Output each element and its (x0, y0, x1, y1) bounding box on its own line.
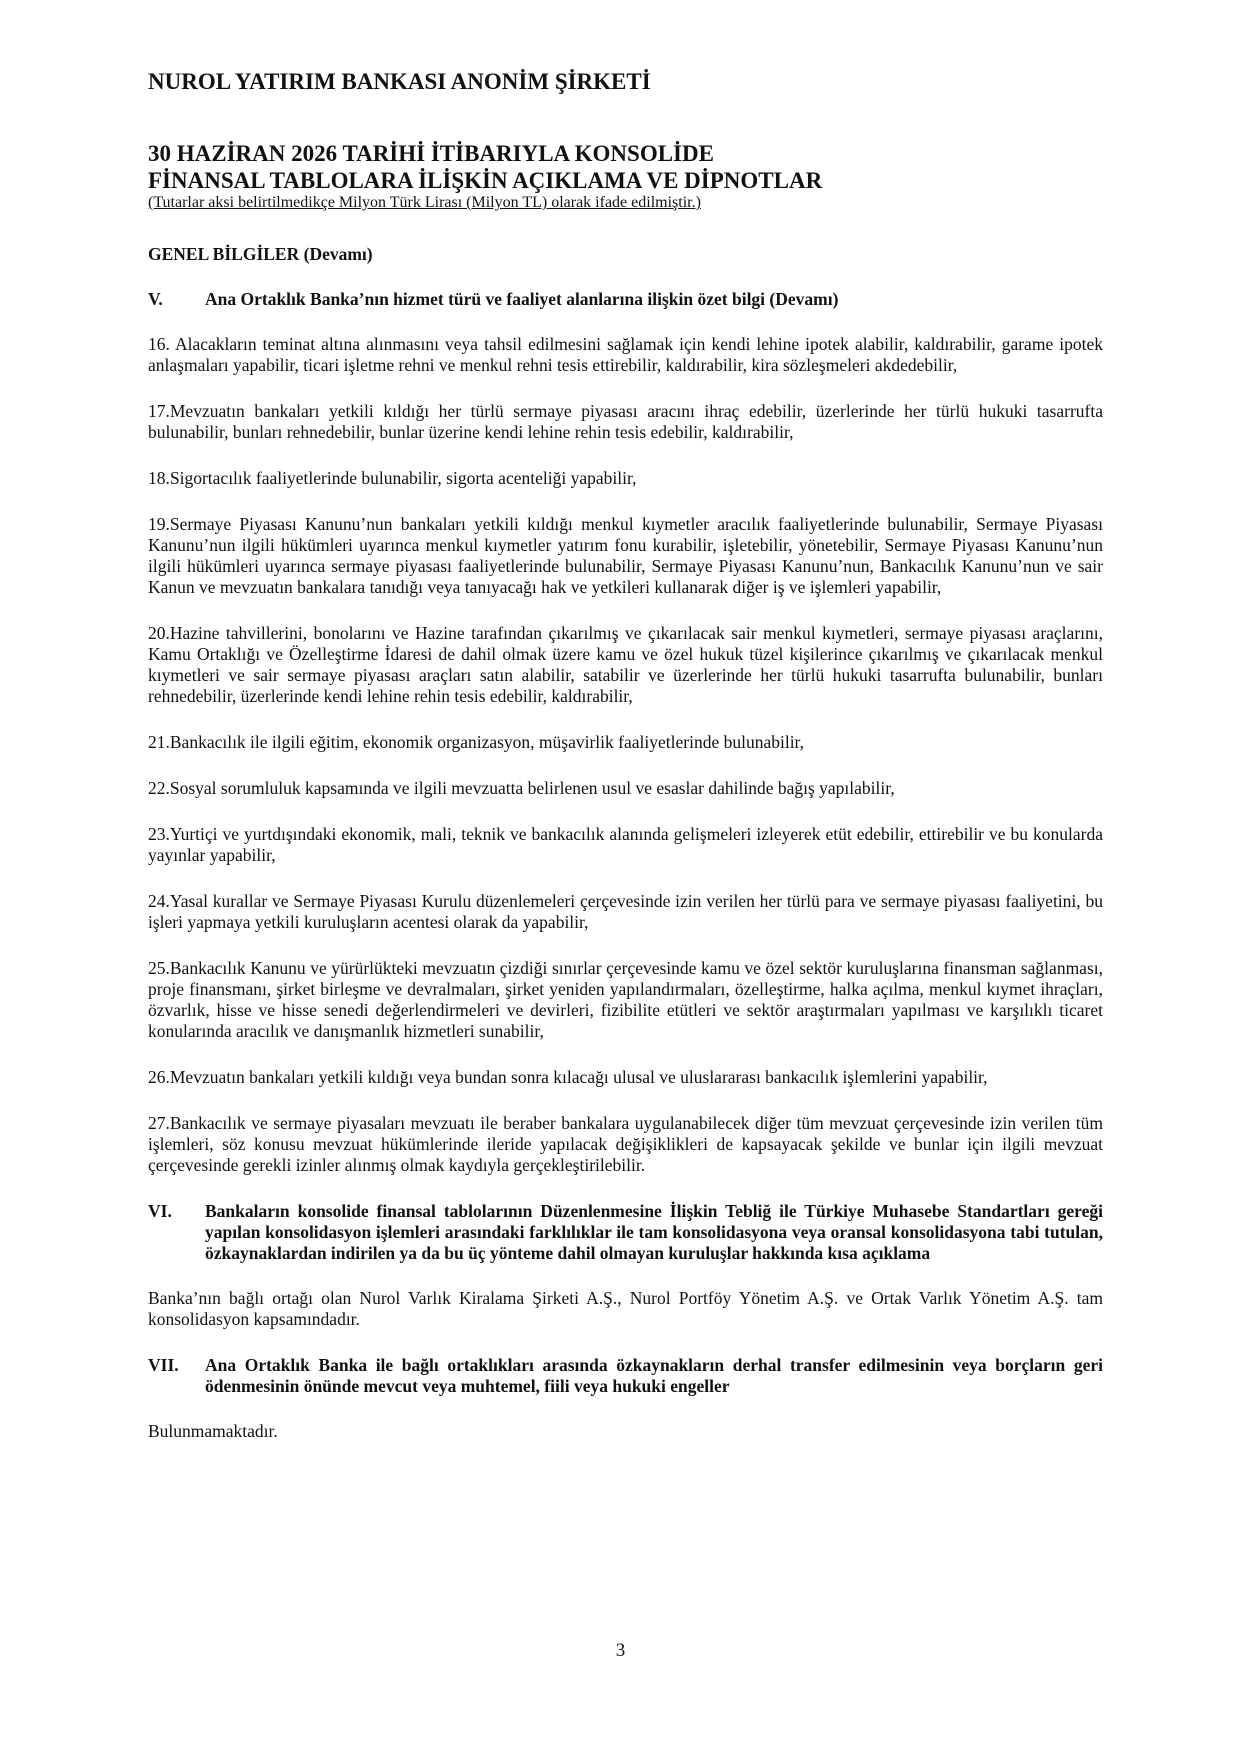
list-item: 20.Hazine tahvillerini, bonolarını ve Hazine tarafından çıkarılmış ve çıkarılacak sair menkul kıymetleri, sermaye piyasası araçlarını, Kamu Ortaklığı ve Özelleştirme İdaresi de dahil olmak üzere kamu ve özel hukuk tüzel kişilerince çıkarılmış ve çıkarılacak menkul kıymetleri ve sair sermaye piyasası araçları satın alabilir, satabilir ve üzerlerinde her türlü hukuki tasarrufta bulunabilir, bunları rehnedebilir, üzerlerinde kendi lehine rehin tesis edebilir, kaldırabilir, (148, 623, 1103, 706)
section-v-number: V. (148, 289, 163, 309)
section-vi-number: VI. (148, 1201, 172, 1221)
document-subtitle: (Tutarlar aksi belirtilmedikçe Milyon Türk Lirası (Milyon TL) olarak ifade edilmiştir.) (148, 194, 701, 211)
section-vii-number: VII. (148, 1355, 179, 1375)
section-vi-title: Bankaların konsolide finansal tablolarının Düzenlenmesine İlişkin Tebliğ ile Türkiye Muhasebe Standartları gereği yapılan konsolidasyon işlemleri arasındaki farklılıklar ile tam konsolidasyona veya oransal konsolidasyona tabi tutulan, özkaynaklardan indirilen ya da bu üç yönteme dahil olmayan kuruluşlar hakkında kısa açıklama (205, 1201, 1103, 1263)
section-vii-body: Bulunmamaktadır. (148, 1421, 278, 1441)
section-v-heading (148, 289, 1103, 310)
document-title-line2: FİNANSAL TABLOLARA İLİŞKİN AÇIKLAMA VE DİPNOTLAR (148, 168, 823, 193)
section-vi-body: Banka’nın bağlı ortağı olan Nurol Varlık Kiralama Şirketi A.Ş., Nurol Portföy Yönetim A.Ş. ve Ortak Varlık Yönetim A.Ş. tam konsolidasyon kapsamındadır. (148, 1288, 1103, 1329)
list-item: 22.Sosyal sorumluluk kapsamında ve ilgili mevzuatta belirlenen usul ve esaslar dahilinde bağış yapılabilir, (148, 778, 895, 798)
section-vii-heading (148, 1355, 1103, 1397)
document-title-line1: 30 HAZİRAN 2026 TARİHİ İTİBARIYLA KONSOLİDE (148, 141, 714, 166)
list-item: 25.Bankacılık Kanunu ve yürürlükteki mevzuatın çizdiği sınırlar çerçevesinde kamu ve özel sektör kuruluşlarına finansman sağlanması, proje finansmanı, şirket birleşme ve devralmaları, şirket yeniden yapılandırmaları, özelleştirme, halka açılma, menkul kıymet ihraçları, özvarlık, hisse ve hisse senedi değerlendirmeleri ve devirleri, fizibilite etütleri ve sektör araştırmaları yapılması ve karşılıklı ticaret konularında aracılık ve danışmanlık hizmetleri sunabilir, (148, 958, 1103, 1041)
list-item: 21.Bankacılık ile ilgili eğitim, ekonomik organizasyon, müşavirlik faaliyetlerinde bulunabilir, (148, 732, 805, 752)
list-item: 24.Yasal kurallar ve Sermaye Piyasası Kurulu düzenlemeleri çerçevesinde izin verilen her türlü para ve sermaye piyasası faaliyetini, bu işleri yapmaya yetkili kuruluşların acentesi olarak da yapabilir, (148, 891, 1103, 932)
list-item: 23.Yurtiçi ve yurtdışındaki ekonomik, mali, teknik ve bankacılık alanında gelişmeleri izleyerek etüt edebilir, ettirebilir ve bu konularda yayınlar yapabilir, (148, 824, 1103, 865)
section-vii-title: Ana Ortaklık Banka ile bağlı ortaklıkları arasında özkaynakların derhal transfer edilmesinin veya borçların geri ödenmesinin önünde mevcut veya muhtemel, fiili veya hukuki engeller (205, 1355, 1103, 1396)
section-title: GENEL BİLGİLER (Devamı) (148, 244, 373, 264)
list-item: 27.Bankacılık ve sermaye piyasaları mevzuatı ile beraber bankalara uygulanabilecek diğer tüm mevzuat çerçevesinde izin verilen tüm işlemleri, söz konusu mevzuat hükümlerinde ileride yapılacak değişiklikleri de kapsayacak şekilde ve bunlar için ilgili mevzuat çerçevesinde gerekli izinler alınmış olmak kaydıyla gerçekleştirilebilir. (148, 1113, 1103, 1175)
section-vi-heading (148, 1201, 1103, 1264)
page-number: 3 (615, 1640, 626, 1661)
section-v-title: Ana Ortaklık Banka’nın hizmet türü ve faaliyet alanlarına ilişkin özet bilgi (Devamı) (205, 289, 839, 309)
list-item: 19.Sermaye Piyasası Kanunu’nun bankaları yetkili kıldığı menkul kıymetler aracılık faaliyetlerinde bulunabilir, Sermaye Piyasası Kanunu’nun ilgili hükümleri uyarınca menkul kıymetler yatırım fonu kurabilir, işletebilir, yönetebilir, Sermaye Piyasası Kanunu’nun ilgili hükümleri uyarınca sermaye piyasası faaliyetlerinde bulunabilir, Sermaye Piyasası Kanunu’nun, Bankacılık Kanunu’nun ve sair Kanun ve mevzuatın bankalara tanıdığı veya tanıyacağı hak ve yetkileri kullanarak diğer iş ve işlemleri yapabilir, (148, 514, 1103, 597)
company-name: NUROL YATIRIM BANKASI ANONİM ŞİRKETİ (148, 69, 651, 94)
list-item: 18.Sigortacılık faaliyetlerinde bulunabilir, sigorta acenteliği yapabilir, (148, 468, 637, 488)
list-item: 16. Alacakların teminat altına alınmasını veya tahsil edilmesini sağlamak için kendi lehine ipotek alabilir, kaldırabilir, garame ipotek anlaşmaları yapabilir, ticari işletme rehni ve menkul rehni tesis ettirebilir, kaldırabilir, kira sözleşmeleri akdedebilir, (148, 334, 1103, 375)
list-item: 26.Mevzuatın bankaları yetkili kıldığı veya bundan sonra kılacağı ulusal ve uluslararası bankacılık işlemlerini yapabilir, (148, 1067, 988, 1087)
list-item: 17.Mevzuatın bankaları yetkili kıldığı her türlü sermaye piyasası aracını ihraç edebilir, üzerlerinde her türlü hukuki tasarrufta bulunabilir, bunları rehnedebilir, bunlar üzerine kendi lehine rehin tesis edebilir, kaldırabilir, (148, 401, 1103, 442)
